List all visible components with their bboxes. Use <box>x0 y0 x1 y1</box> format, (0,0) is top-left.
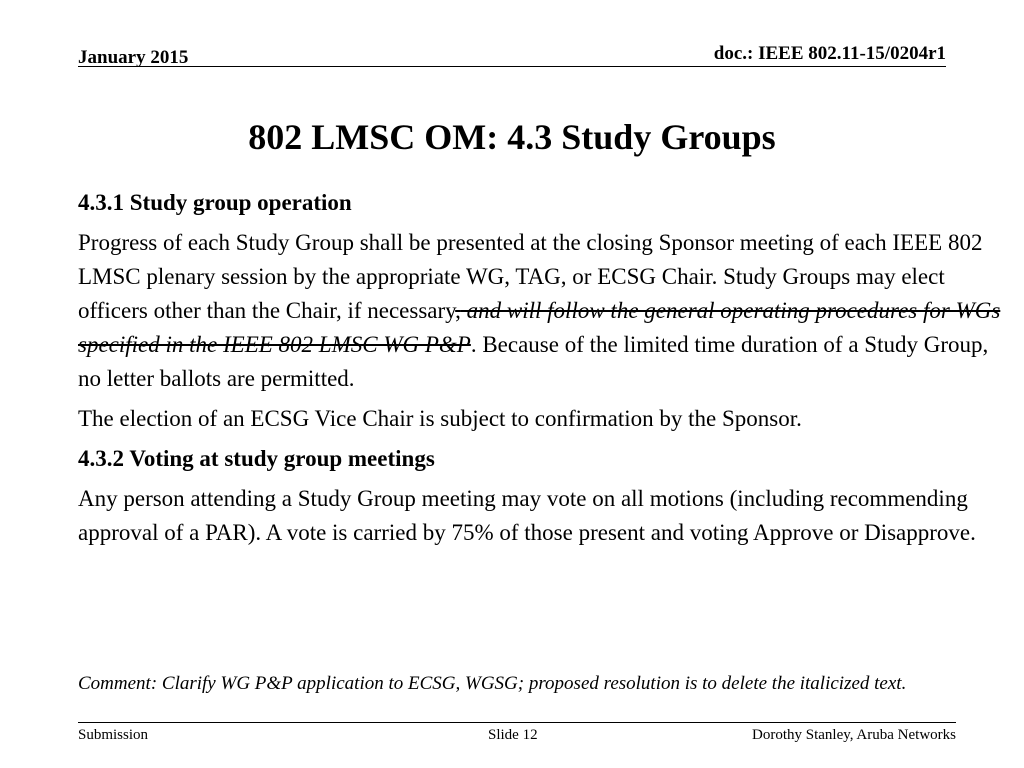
section-1-text-a: Progress of each Study Group shall be presented at the closing Sponsor meeting of each IEEE 802 LMSC plenary session by the appropriate WG, TAG, or ECSG Chair. Study Groups may elect officers other than the Chair, if necessary <box>78 230 983 323</box>
section-2-heading: 4.3.2 Voting at study group meetings <box>78 446 435 471</box>
footer-submission: Submission <box>78 727 149 743</box>
comment-note: Comment: Clarify WG P&P application to ECSG, WGSG; proposed resolution is to delete the italicized text. <box>78 673 907 694</box>
section-1-heading: 4.3.1 Study group operation <box>78 190 352 215</box>
section-1-text-b: . Because of the limited time duration of a Study Group, no letter ballots are permitted. <box>78 332 989 391</box>
footer-slide-number: Slide 12 <box>488 727 538 743</box>
header-doc-id: doc.: IEEE 802.11-15/0204r1 <box>713 43 946 64</box>
header-date: January 2015 <box>78 47 189 68</box>
struck-punctuation: , <box>455 298 461 323</box>
footer-author: Dorothy Stanley, Aruba Networks <box>752 727 956 743</box>
section-1-paragraph-2: The election of an ECSG Vice Chair is subject to confirmation by the Sponsor. <box>78 406 802 431</box>
struck-italic-text: and will follow the general operating procedures for WGs specified in the IEEE 802 LMSC WG P&P <box>78 298 1001 357</box>
header-divider <box>78 66 946 67</box>
section-2-paragraph: Any person attending a Study Group meeting may vote on all motions (including recommending approval of a PAR). A vote is carried by 75% of those present and voting Approve or Disapprove. <box>78 486 976 545</box>
slide-title: 802 LMSC OM: 4.3 Study Groups <box>248 117 776 157</box>
section-1-paragraph <box>78 226 1013 396</box>
slide-body <box>78 186 1013 556</box>
footer-divider <box>78 722 956 723</box>
